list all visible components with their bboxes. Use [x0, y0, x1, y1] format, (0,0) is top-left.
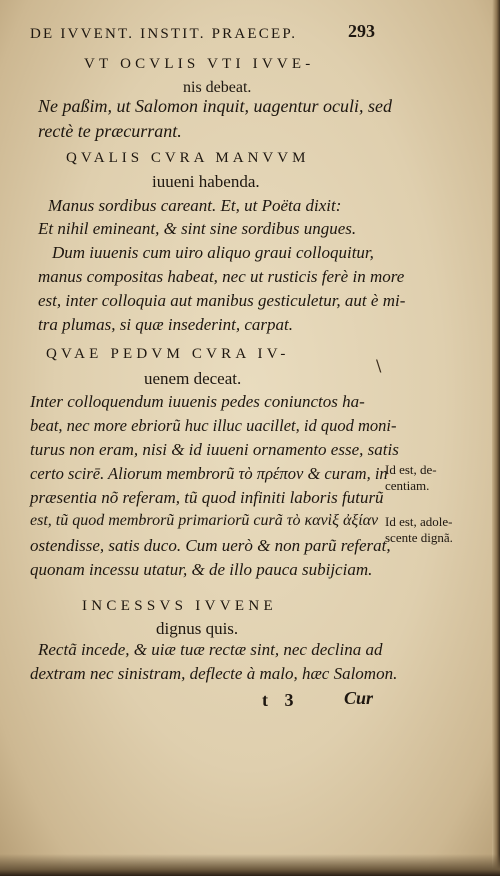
body-line: Ne paßim, ut Salomon inquit, uagentur oculi, sed — [38, 96, 392, 116]
margin-note: Id est, de- — [385, 462, 437, 477]
margin-note: scente dignã. — [385, 530, 453, 545]
body-line: turus non eram, nisi & id iuueni ornamento esse, satis — [30, 440, 399, 459]
body-line: est, tũ quod membrorũ primariorũ curã τὸ κανὶξ ἀξίαν — [30, 512, 379, 529]
margin-note: Id est, adole- — [385, 514, 453, 529]
body-line: tra plumas, si quæ insederint, carpat. — [38, 315, 294, 334]
running-head: DE IVVENT. INSTIT. PRAECEP. — [30, 26, 298, 42]
catchword: Cur — [344, 688, 374, 708]
body-line: beat, nec more ebriorũ huc illuc uacillet, id quod moni- — [30, 416, 397, 435]
body-line: Rectã incede, & uiæ tuæ rectæ sint, nec declina ad — [38, 640, 383, 659]
body-line: rectè te præcurrant. — [38, 121, 182, 141]
body-line: Manus sordibus careant. Et, ut Poëta dixit: — [48, 196, 342, 215]
body-line: manus compositas habeat, nec ut rusticis ferè in more — [38, 267, 405, 286]
page-number: 293 — [348, 21, 375, 41]
body-line: est, inter colloquia aut manibus gesticuletur, aut è mi- — [38, 291, 406, 310]
section-heading: VT OCVLIS VTI IVVE- — [84, 56, 315, 72]
section-heading: INCESSVS IVVENE — [82, 598, 277, 614]
body-line: præsentia nõ referam, tũ quod infiniti laboris futurũ — [30, 488, 384, 507]
margin-note: centiam. — [385, 478, 430, 493]
section-heading-cont: iuueni habenda. — [152, 172, 260, 191]
body-line: certo scirē. Aliorum membrorũ τὸ πρέπον & curam, in — [30, 464, 388, 483]
body-line: dextram nec sinistram, deflecte à malo, hæc Salomon. — [30, 664, 398, 683]
section-heading: QVAE PEDVM CVRA IV- — [46, 346, 290, 362]
body-line: Inter colloquendum iuuenis pedes coniunctos ha- — [30, 392, 365, 411]
page-edge — [492, 0, 500, 876]
signature-mark: t 3 — [262, 690, 300, 710]
body-line: Dum iuuenis cum uiro aliquo graui colloquitur, — [52, 243, 374, 262]
section-heading: QVALIS CVRA MANVVM — [66, 150, 310, 166]
section-heading-cont: uenem deceat. — [144, 369, 242, 388]
body-line: ostendisse, satis duco. Cum uerò & non parũ referat, — [30, 536, 391, 555]
section-heading-cont: dignus quis. — [156, 619, 239, 638]
page-edge-bottom — [0, 854, 500, 876]
section-heading-cont: nis debeat. — [183, 79, 252, 96]
body-line: Et nihil emineant, & sint sine sordibus ungues. — [38, 219, 357, 238]
printers-mark: \ — [376, 356, 382, 375]
body-line: quonam incessu utatur, & de illo pauca subijciam. — [30, 560, 373, 579]
